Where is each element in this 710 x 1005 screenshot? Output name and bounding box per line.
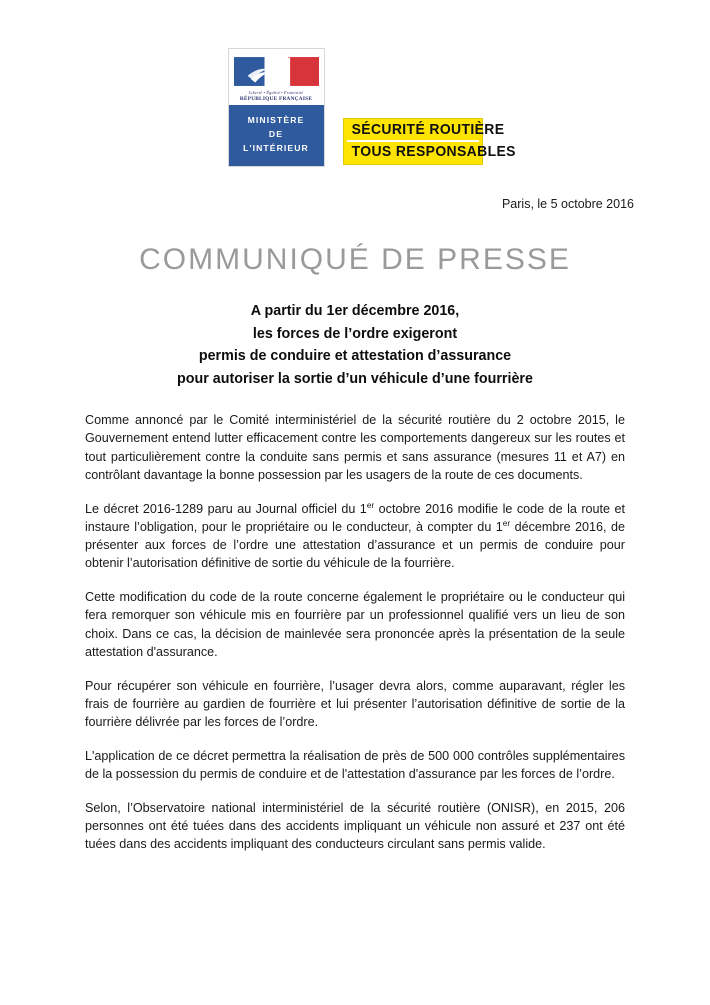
- badge-separator: [347, 140, 479, 142]
- header-logos: [0, 48, 710, 167]
- ministry-line-3: L'INTÉRIEUR: [243, 142, 309, 153]
- paragraph-p2: Le décret 2016-1289 paru au Journal officiel du 1er octobre 2016 modifie le code de la route et instaure l’obligation, pour le propriétaire ou le conducteur, à compter du 1er décembre 2016, de présenter aux forces de l’ordre une attestation d’assurance et un permis de conduire pour obtenir l’autorisation définitive de sortie du véhicule de la fourrière.: [85, 499, 625, 571]
- ministry-name-band: [229, 105, 324, 166]
- ministry-line-1: MINISTÈRE: [247, 115, 305, 125]
- ordinal-suffix: er: [366, 499, 375, 510]
- paragraph-p4: Pour récupérer son véhicule en fourrière, l’usager devra alors, comme auparavant, régler les frais de fourrière au gardien de fourrière et lui présenter l’autorisation définitive de sortie de la fourrière délivrée par les forces de l’ordre.: [85, 678, 625, 729]
- paragraph-p3: Cette modification du code de la route concerne également le propriétaire ou le conducteur qui fera remorquer son véhicule mis en fourrière par un professionnel qualifié vers un lieu de son choix. Dans ce cas, la décision de mainlevée sera prononcée après la présentation de la seule attestation d'assurance.: [85, 590, 625, 659]
- subject-line-4: pour autoriser la sortie d’un véhicule d’une fourrière: [177, 370, 533, 387]
- paragraph-p1: Comme annoncé par le Comité interministériel de la sécurité routière du 2 octobre 2015, le Gouvernement entend lutter efficacement contre les comportements dangereux sur les routes et tout particulièrement contre la conduite sans permis et sans assurance (mesures 11 et A7) en contrôlant davantage la bonne possession par les usagers de la route de ces documents.: [85, 413, 625, 482]
- page-title: COMMUNIQUÉ DE PRESSE: [139, 243, 571, 276]
- ordinal-suffix: er: [502, 517, 511, 528]
- ministry-of-interior-logo: [228, 48, 325, 167]
- paragraph-p6: Selon, l’Observatoire national interministériel de la sécurité routière (ONISR), en 2015, 206 personnes ont été tuées dans des accidents impliquant un véhicule non assuré et 237 ont été tuées dans des accidents impliquant des conducteurs circulant sans permis valide.: [85, 800, 625, 852]
- badge-line-2: TOUS RESPONSABLES: [351, 143, 516, 161]
- body-text: [85, 411, 625, 854]
- subject-line-3: permis de conduire et attestation d’assurance: [198, 348, 512, 365]
- marianne-emblem-box: [229, 49, 324, 105]
- badge-line-1: SÉCURITÉ ROUTIÈRE: [351, 121, 504, 139]
- securite-routiere-badge: [343, 118, 516, 165]
- republic-label: RÉPUBLIQUE FRANÇAISE: [239, 96, 313, 102]
- subject-line-2: les forces de l’ordre exigeront: [252, 325, 458, 342]
- marianne-flag-icon: [234, 55, 319, 88]
- republic-motto: Liberté • Égalité • Fraternité: [248, 90, 304, 95]
- subject-heading: [0, 300, 710, 390]
- dateline: Paris, le 5 octobre 2016: [501, 197, 634, 211]
- paragraph-p5: L'application de ce décret permettra la réalisation de près de 500 000 contrôles supplémentaires de la possession du permis de conduire et de l'attestation d'assurance par les forces de l’ordre.: [85, 748, 625, 781]
- subject-line-1: A partir du 1er décembre 2016,: [250, 303, 460, 319]
- ministry-line-2: DE: [268, 128, 284, 139]
